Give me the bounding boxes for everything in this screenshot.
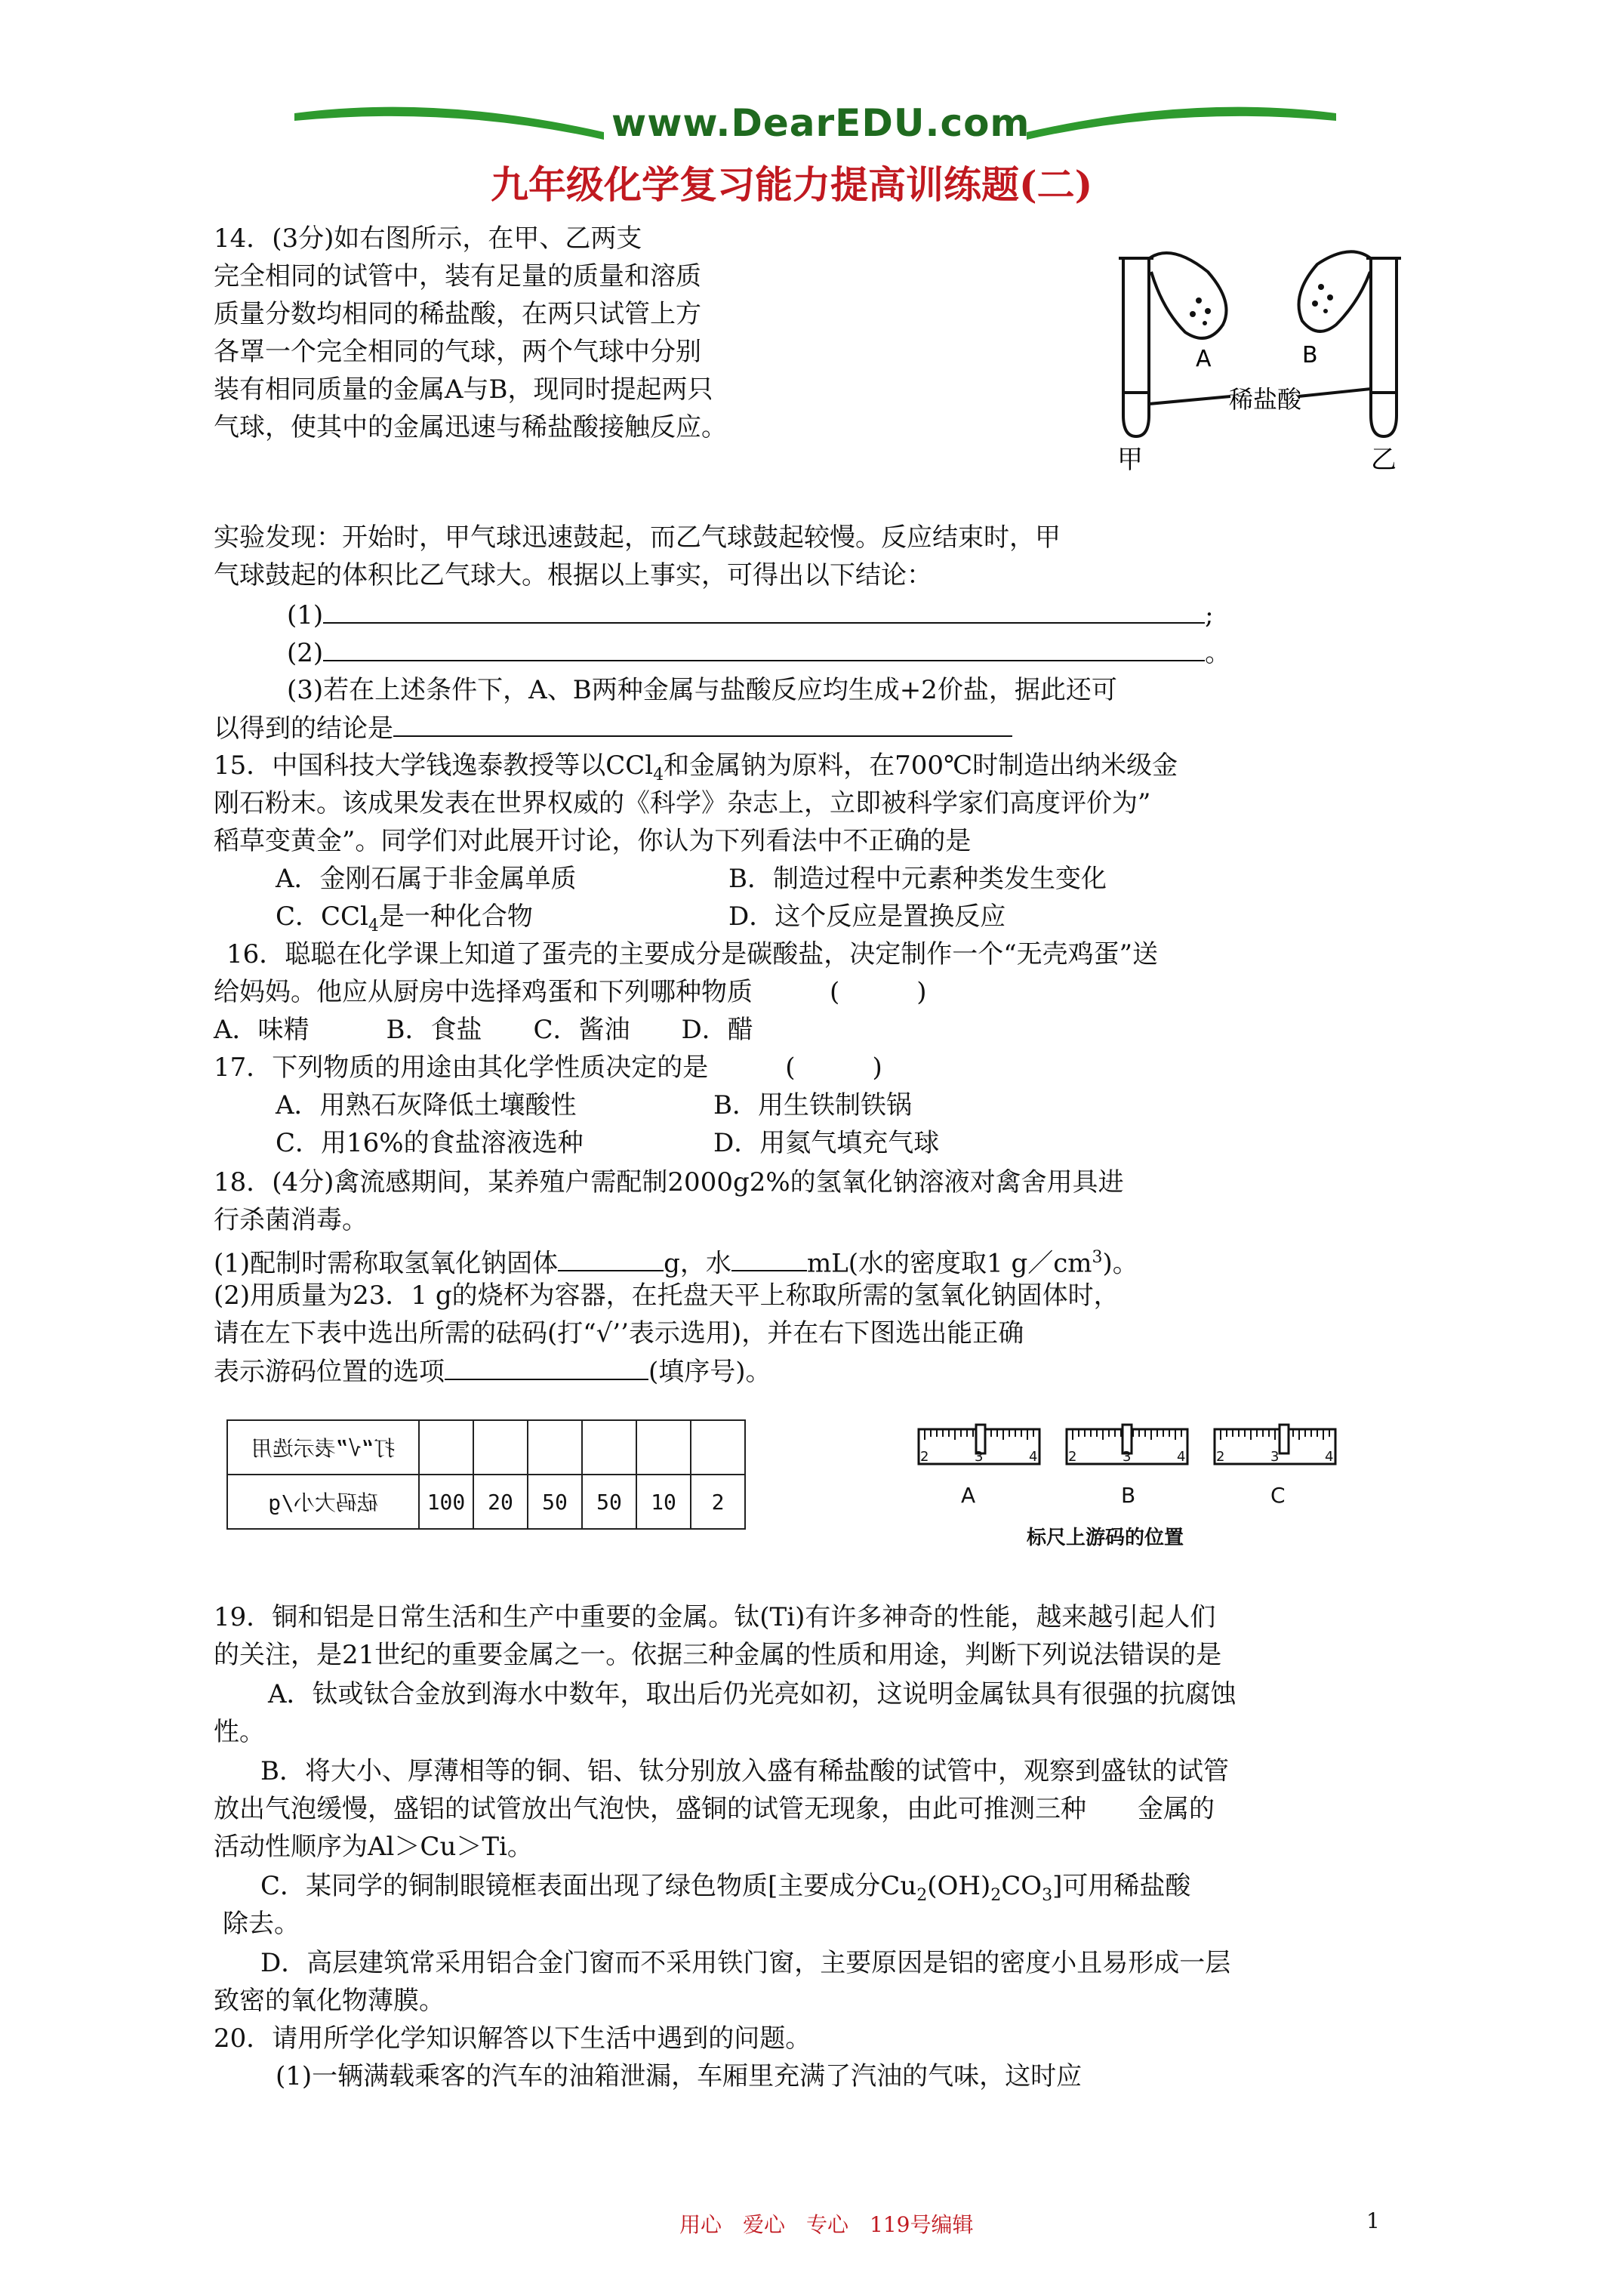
svg-text:2: 2	[1068, 1449, 1077, 1465]
q14-line-3: 质量分数均相同的稀盐酸，在两只试管上方	[214, 299, 701, 329]
q14-line-1: 14．(3分)如右图所示，在甲、乙两支	[214, 223, 642, 254]
page-title: 九年级化学复习能力提高训练题(二)	[491, 162, 1093, 207]
q19-option-b-2: 放出气泡缓慢，盛铝的试管放出气泡快，盛铜的试管无现象，由此可推测三种 金属的	[214, 1794, 1215, 1824]
q14-conclusion-3b	[214, 713, 1012, 744]
table-row2-label: 砝码大小/g	[227, 1475, 419, 1529]
q19-option-d-2: 致密的氧化物薄膜。	[214, 1986, 445, 2016]
label-b: B	[1302, 342, 1318, 368]
q19-option-a-1[interactable]: A．钛或钛合金放到海水中数年，取出后仍光亮如初，这说明金属钛具有很强的抗腐蚀	[268, 1679, 1236, 1709]
svg-text:4: 4	[1325, 1449, 1334, 1465]
q17-option-c[interactable]: C．用16%的食盐溶液选种	[276, 1128, 584, 1158]
ruler-label-a: A	[961, 1483, 976, 1508]
site-url: www.DearEDU.com	[611, 101, 1030, 145]
q17-option-d[interactable]: D．用氦气填充气球	[713, 1128, 940, 1158]
q14-line-5: 装有相同质量的金属A与B，现同时提起两只	[214, 374, 713, 405]
ruler-label-b: B	[1121, 1483, 1136, 1508]
q19-option-c-1[interactable]: C．某同学的铜制眼镜框表面出现了绿色物质[主要成分$Cu_2(OH)_2CO_3$]可用稀盐酸	[260, 1871, 1191, 1905]
table-row1-label: 打“√”表示选用	[227, 1420, 419, 1475]
check-cell[interactable]	[528, 1420, 582, 1475]
c2-label: (2)	[287, 638, 324, 668]
q18-part-1: (1)配制时需称取氢氧化钠固体 g，水 mL(水的密度取1 $g/cm^3$)。	[214, 1248, 1138, 1279]
ruler-icon	[910, 1423, 1363, 1555]
q16-line-2: 给妈妈。他应从厨房中选择鸡蛋和下列哪种物质 ( )	[214, 977, 927, 1007]
q14-conclusion-1	[287, 599, 1214, 630]
svg-text:2: 2	[920, 1449, 929, 1465]
q16-options[interactable]: A．味精 B．食盐 C．酱油 D．醋	[214, 1015, 753, 1045]
ruler-label-c: C	[1270, 1483, 1286, 1508]
q20-line-1: 20．请用所学化学知识解答以下生活中遇到的问题。	[214, 2023, 812, 2054]
q19-option-b-1[interactable]: B．将大小、厚薄相等的铜、铝、钛分别放入盛有稀盐酸的试管中，观察到盛钛的试管	[260, 1756, 1229, 1786]
header-banner	[287, 98, 1344, 159]
svg-text:3: 3	[975, 1449, 984, 1465]
c2-end: 。	[1205, 638, 1231, 668]
answer-blank-ruler[interactable]	[445, 1356, 648, 1380]
q15-option-b[interactable]: B．制造过程中元素种类发生变化	[728, 864, 1107, 894]
weight-cell: 100	[419, 1475, 473, 1529]
svg-text:4: 4	[1029, 1449, 1038, 1465]
q14-conclusion-3: (3)若在上述条件下，A、B两种金属与盐酸反应均生成+2价盐，据此还可	[287, 675, 1117, 705]
q14-line-6: 气球，使其中的金属迅速与稀盐酸接触反应。	[214, 412, 727, 442]
label-acid: 稀盐酸	[1229, 385, 1302, 414]
q19-option-b-3: 活动性顺序为Al＞Cu＞Ti。	[214, 1832, 533, 1862]
c1-end: ;	[1205, 600, 1214, 630]
q18-line-2: 行杀菌消毒。	[214, 1205, 368, 1235]
q15-option-a[interactable]: A．金刚石属于非金属单质	[276, 864, 577, 894]
q14-finding-2: 气球鼓起的体积比乙气球大。根据以上事实，可得出以下结论：	[214, 560, 932, 590]
label-left-tube: 甲	[1117, 445, 1143, 475]
svg-text:2: 2	[1216, 1449, 1225, 1465]
svg-text:4: 4	[1177, 1449, 1186, 1465]
answer-blank-naoh[interactable]	[558, 1247, 664, 1271]
check-cell[interactable]	[473, 1420, 528, 1475]
test-tube-figure	[1102, 242, 1419, 483]
q19-line-1: 19．铜和铝是日常生活和生产中重要的金属。钛(Ti)有许多神奇的性能，越来越引起人们	[214, 1602, 1216, 1632]
weight-cell: 10	[636, 1475, 691, 1529]
ruler-figure	[910, 1423, 1363, 1555]
label-a: A	[1196, 346, 1212, 372]
q17-option-a[interactable]: A．用熟石灰降低土壤酸性	[276, 1090, 577, 1120]
q15-line-1: 15．中国科技大学钱逸泰教授等以CCl$_4$和金属钠为原料，在700℃时制造出纳米级金	[214, 750, 1178, 784]
q19-option-d-1[interactable]: D．高层建筑常采用铝合金门窗而不采用铁门窗，主要原因是铝的密度小且易形成一层	[260, 1948, 1231, 1978]
q18-part-2-1: (2)用质量为23．1 g的烧杯为容器，在托盘天平上称取所需的氢氧化钠固体时，	[214, 1281, 1119, 1311]
q19-option-c-2: 除去。	[223, 1909, 300, 1939]
answer-blank-c1[interactable]	[323, 599, 1205, 624]
check-cell[interactable]	[691, 1420, 745, 1475]
q17-line-1: 17．下列物质的用途由其化学性质决定的是 ( )	[214, 1052, 882, 1083]
q19-option-a-2: 性。	[214, 1717, 265, 1747]
label-right-tube: 乙	[1371, 445, 1397, 475]
footer-text: 用心 爱心 专心 119号编辑	[679, 2212, 974, 2237]
c3-lead: 以得到的结论是	[214, 713, 393, 744]
q17-option-b[interactable]: B．用生铁制铁锅	[713, 1090, 912, 1120]
q14-line-4: 各罩一个完全相同的气球，两个气球中分别	[214, 337, 701, 367]
check-cell[interactable]	[419, 1420, 473, 1475]
q14-conclusion-2	[287, 637, 1230, 668]
q20-line-2: (1)一辆满载乘客的汽车的油箱泄漏，车厢里充满了汽油的气味，这时应	[276, 2061, 1083, 2091]
weight-cell: 50	[528, 1475, 582, 1529]
q15-option-d[interactable]: D．这个反应是置换反应	[728, 901, 1006, 932]
test-tubes-balloons-icon	[1102, 242, 1419, 483]
weight-cell: 2	[691, 1475, 745, 1529]
q18-part-2-3: 表示游码位置的选项 (填序号)。	[214, 1357, 771, 1387]
svg-text:3: 3	[1270, 1449, 1280, 1465]
answer-blank-water[interactable]	[731, 1247, 807, 1271]
check-cell[interactable]	[636, 1420, 691, 1475]
check-cell[interactable]	[582, 1420, 636, 1475]
q14-finding-1: 实验发现：开始时，甲气球迅速鼓起，而乙气球鼓起较慢。反应结束时，甲	[214, 522, 1061, 553]
answer-blank-c2[interactable]	[323, 637, 1205, 661]
q18-part-2-2: 请在左下表中选出所需的砝码(打“√’’表示选用)，并在右下图选出能正确	[214, 1318, 1024, 1348]
q16-line-1: 16．聪聪在化学课上知道了蛋壳的主要成分是碳酸盐，决定制作一个“无壳鸡蛋”送	[226, 939, 1159, 969]
q18-line-1: 18．(4分)禽流感期间，某养殖户需配制2000g2%的氢氧化钠溶液对禽舍用具进	[214, 1167, 1124, 1197]
q15-line-3: 稻草变黄金”。同学们对此展开讨论，你认为下列看法中不正确的是	[214, 826, 972, 856]
weight-cell: 20	[473, 1475, 528, 1529]
svg-text:3: 3	[1123, 1449, 1132, 1465]
q15-line-2: 刚石粉末。该成果发表在世界权威的《科学》杂志上，立即被科学家们高度评价为”	[214, 788, 1151, 818]
page-number: 1	[1366, 2208, 1380, 2233]
ruler-caption: 标尺上游码的位置	[1027, 1527, 1184, 1549]
weight-cell: 50	[582, 1475, 636, 1529]
q15-option-c[interactable]: C．CCl$_4$是一种化合物	[276, 901, 533, 935]
answer-blank-c3[interactable]	[393, 713, 1012, 737]
q14-line-2: 完全相同的试管中，装有足量的质量和溶质	[214, 261, 701, 291]
q19-line-2: 的关注，是21世纪的重要金属之一。依据三种金属的性质和用途，判断下列说法错误的是	[214, 1640, 1222, 1670]
weights-table	[226, 1419, 746, 1530]
c1-label: (1)	[287, 600, 324, 630]
